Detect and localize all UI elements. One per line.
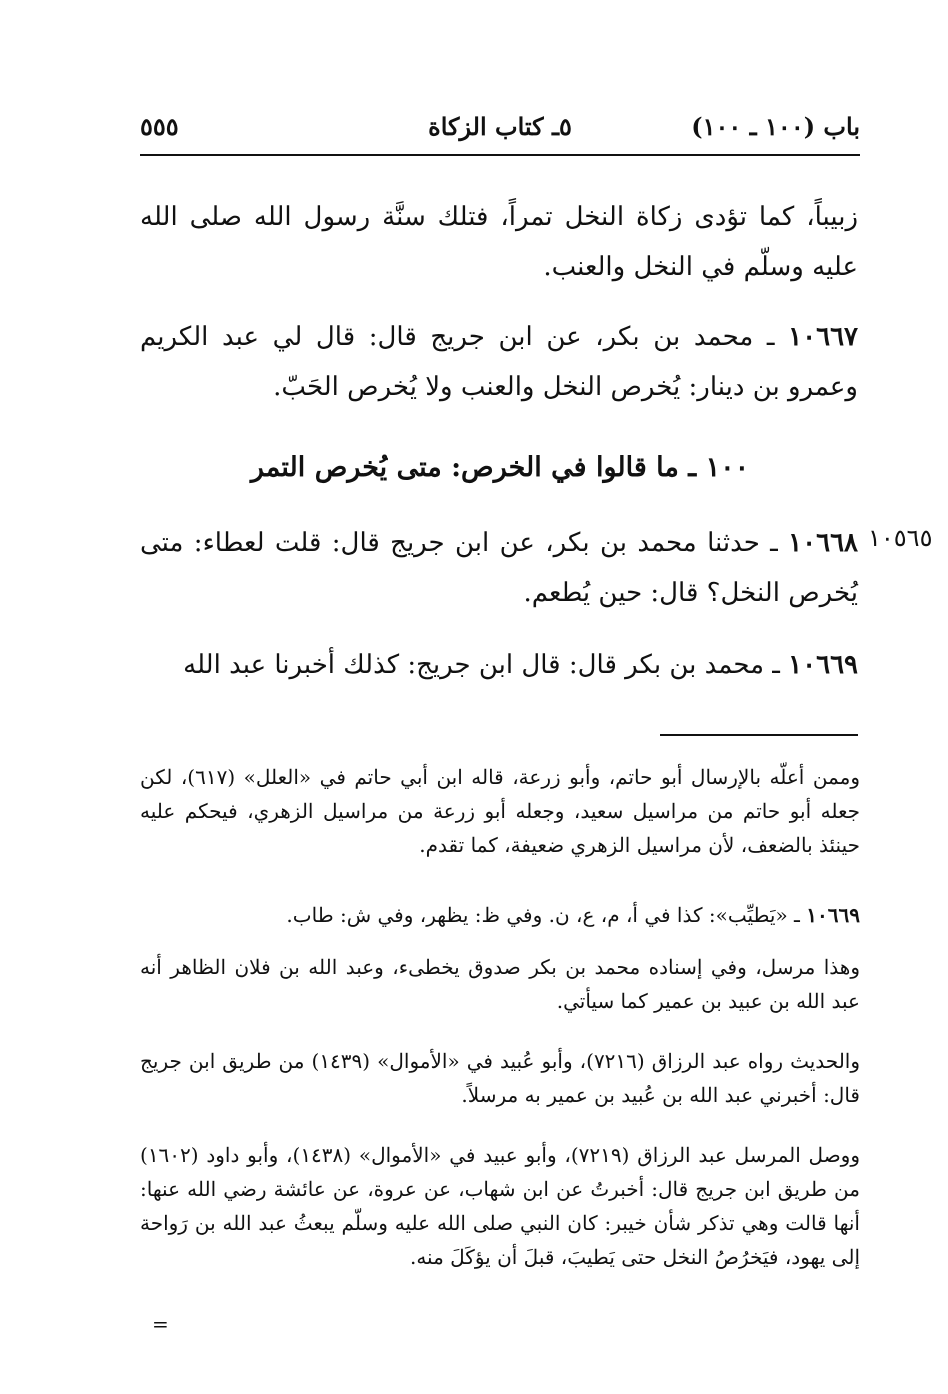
footnote-separator	[660, 734, 858, 736]
margin-reference-number: ١٠٥٦٥	[868, 524, 933, 552]
footnote-paragraph	[140, 1138, 860, 1274]
footnote-paragraph	[140, 760, 860, 862]
footnote-paragraph	[140, 1044, 860, 1112]
hadith-10667	[140, 312, 858, 412]
chapter-reference: باب (١٠٠ ـ ١٠٠)	[691, 112, 860, 141]
hadith-10668	[140, 518, 858, 618]
hadith-text: ـ حدثنا محمد بن بكر، عن ابن جريج قال: قلت لعطاء: متى يُخرص النخل؟ قال: حين يُطعم.	[140, 528, 858, 608]
page-number: ٥٥٥	[140, 112, 179, 141]
hadith-number: ١٠٦٦٩	[788, 650, 858, 680]
paragraph-text: زبيباً، كما تؤدى زكاة النخل تمراً، فتلك سنَّة رسول الله صلى الله عليه وسلّم في النخل والعنب.	[140, 202, 858, 282]
footnote-paragraph	[140, 950, 860, 1018]
running-header	[140, 112, 860, 146]
footnote-text: وممن أعلّه بالإرسال أبو حاتم، وأبو زرعة، قاله ابن أبي حاتم في «العلل» (٦١٧)، لكن جعله أبو حاتم من مراسيل سعيد، وجعله أبو زرعة من مراسيل الزهري، فيحكم عليه حينئذ بالضعف، لأن مراسيل الزهري ضعيفة، كما تقدم.	[140, 765, 860, 857]
section-heading: ١٠٠ ـ ما قالوا في الخرص: متى يُخرص التمر	[250, 452, 750, 483]
hadith-text: ـ محمد بن بكر، عن ابن جريج قال: قال لي عبد الكريم وعمرو بن دينار: يُخرص النخل والعنب ولا يُخرص الحَبّ.	[140, 322, 858, 402]
continuation-mark: =	[152, 1312, 169, 1336]
footnote-text: وهذا مرسل، وفي إسناده محمد بن بكر صدوق يخطىء، وعبد الله بن فلان الظاهر أنه عبد الله بن عبيد بن عمير كما سيأتي.	[140, 955, 860, 1013]
hadith-number: ١٠٦٦٧	[788, 322, 858, 352]
footnote-number: ١٠٦٦٩	[806, 903, 860, 927]
hadith-10669	[140, 640, 858, 690]
footnote-text: ـ «يَطيِّب»: كذا في أ، م، ع، ن. وفي ظ: يظهر، وفي ش: طاب.	[286, 903, 807, 927]
header-rule	[140, 154, 860, 156]
footnote-text: والحديث رواه عبد الرزاق (٧٢١٦)، وأبو عُبيد في «الأموال» (١٤٣٩) من طريق ابن جريج قال: أخبرني عبد الله بن عُبيد بن عمير به مرسلاً.	[140, 1049, 861, 1107]
footnote-text: ووصل المرسل عبد الرزاق (٧٢١٩)، وأبو عبيد في «الأموال» (١٤٣٨)، وأبو داود (١٦٠٢) من طريق ابن جريج قال: أخبرتُ عن ابن شهاب، عن عروة، عن عائشة رضي الله عنها: أنها قالت وهي تذكر شأن خيبر: كان النبي صلى الله عليه وسلّم يبعثُ عبد الله بن رَواحة إلى يهود، فيَخرُصُ النخل حتى يَطيبَ، قبلَ أن يؤكَلَ منه.	[140, 1143, 860, 1269]
hadith-number: ١٠٦٦٨	[788, 528, 858, 558]
paragraph-continuation	[140, 192, 858, 292]
footnote-10669	[140, 898, 860, 932]
hadith-text: ـ محمد بن بكر قال: قال ابن جريج: كذلك أخبرنا عبد الله	[183, 650, 789, 680]
book-title: ٥ـ كتاب الزكاة	[428, 112, 572, 141]
